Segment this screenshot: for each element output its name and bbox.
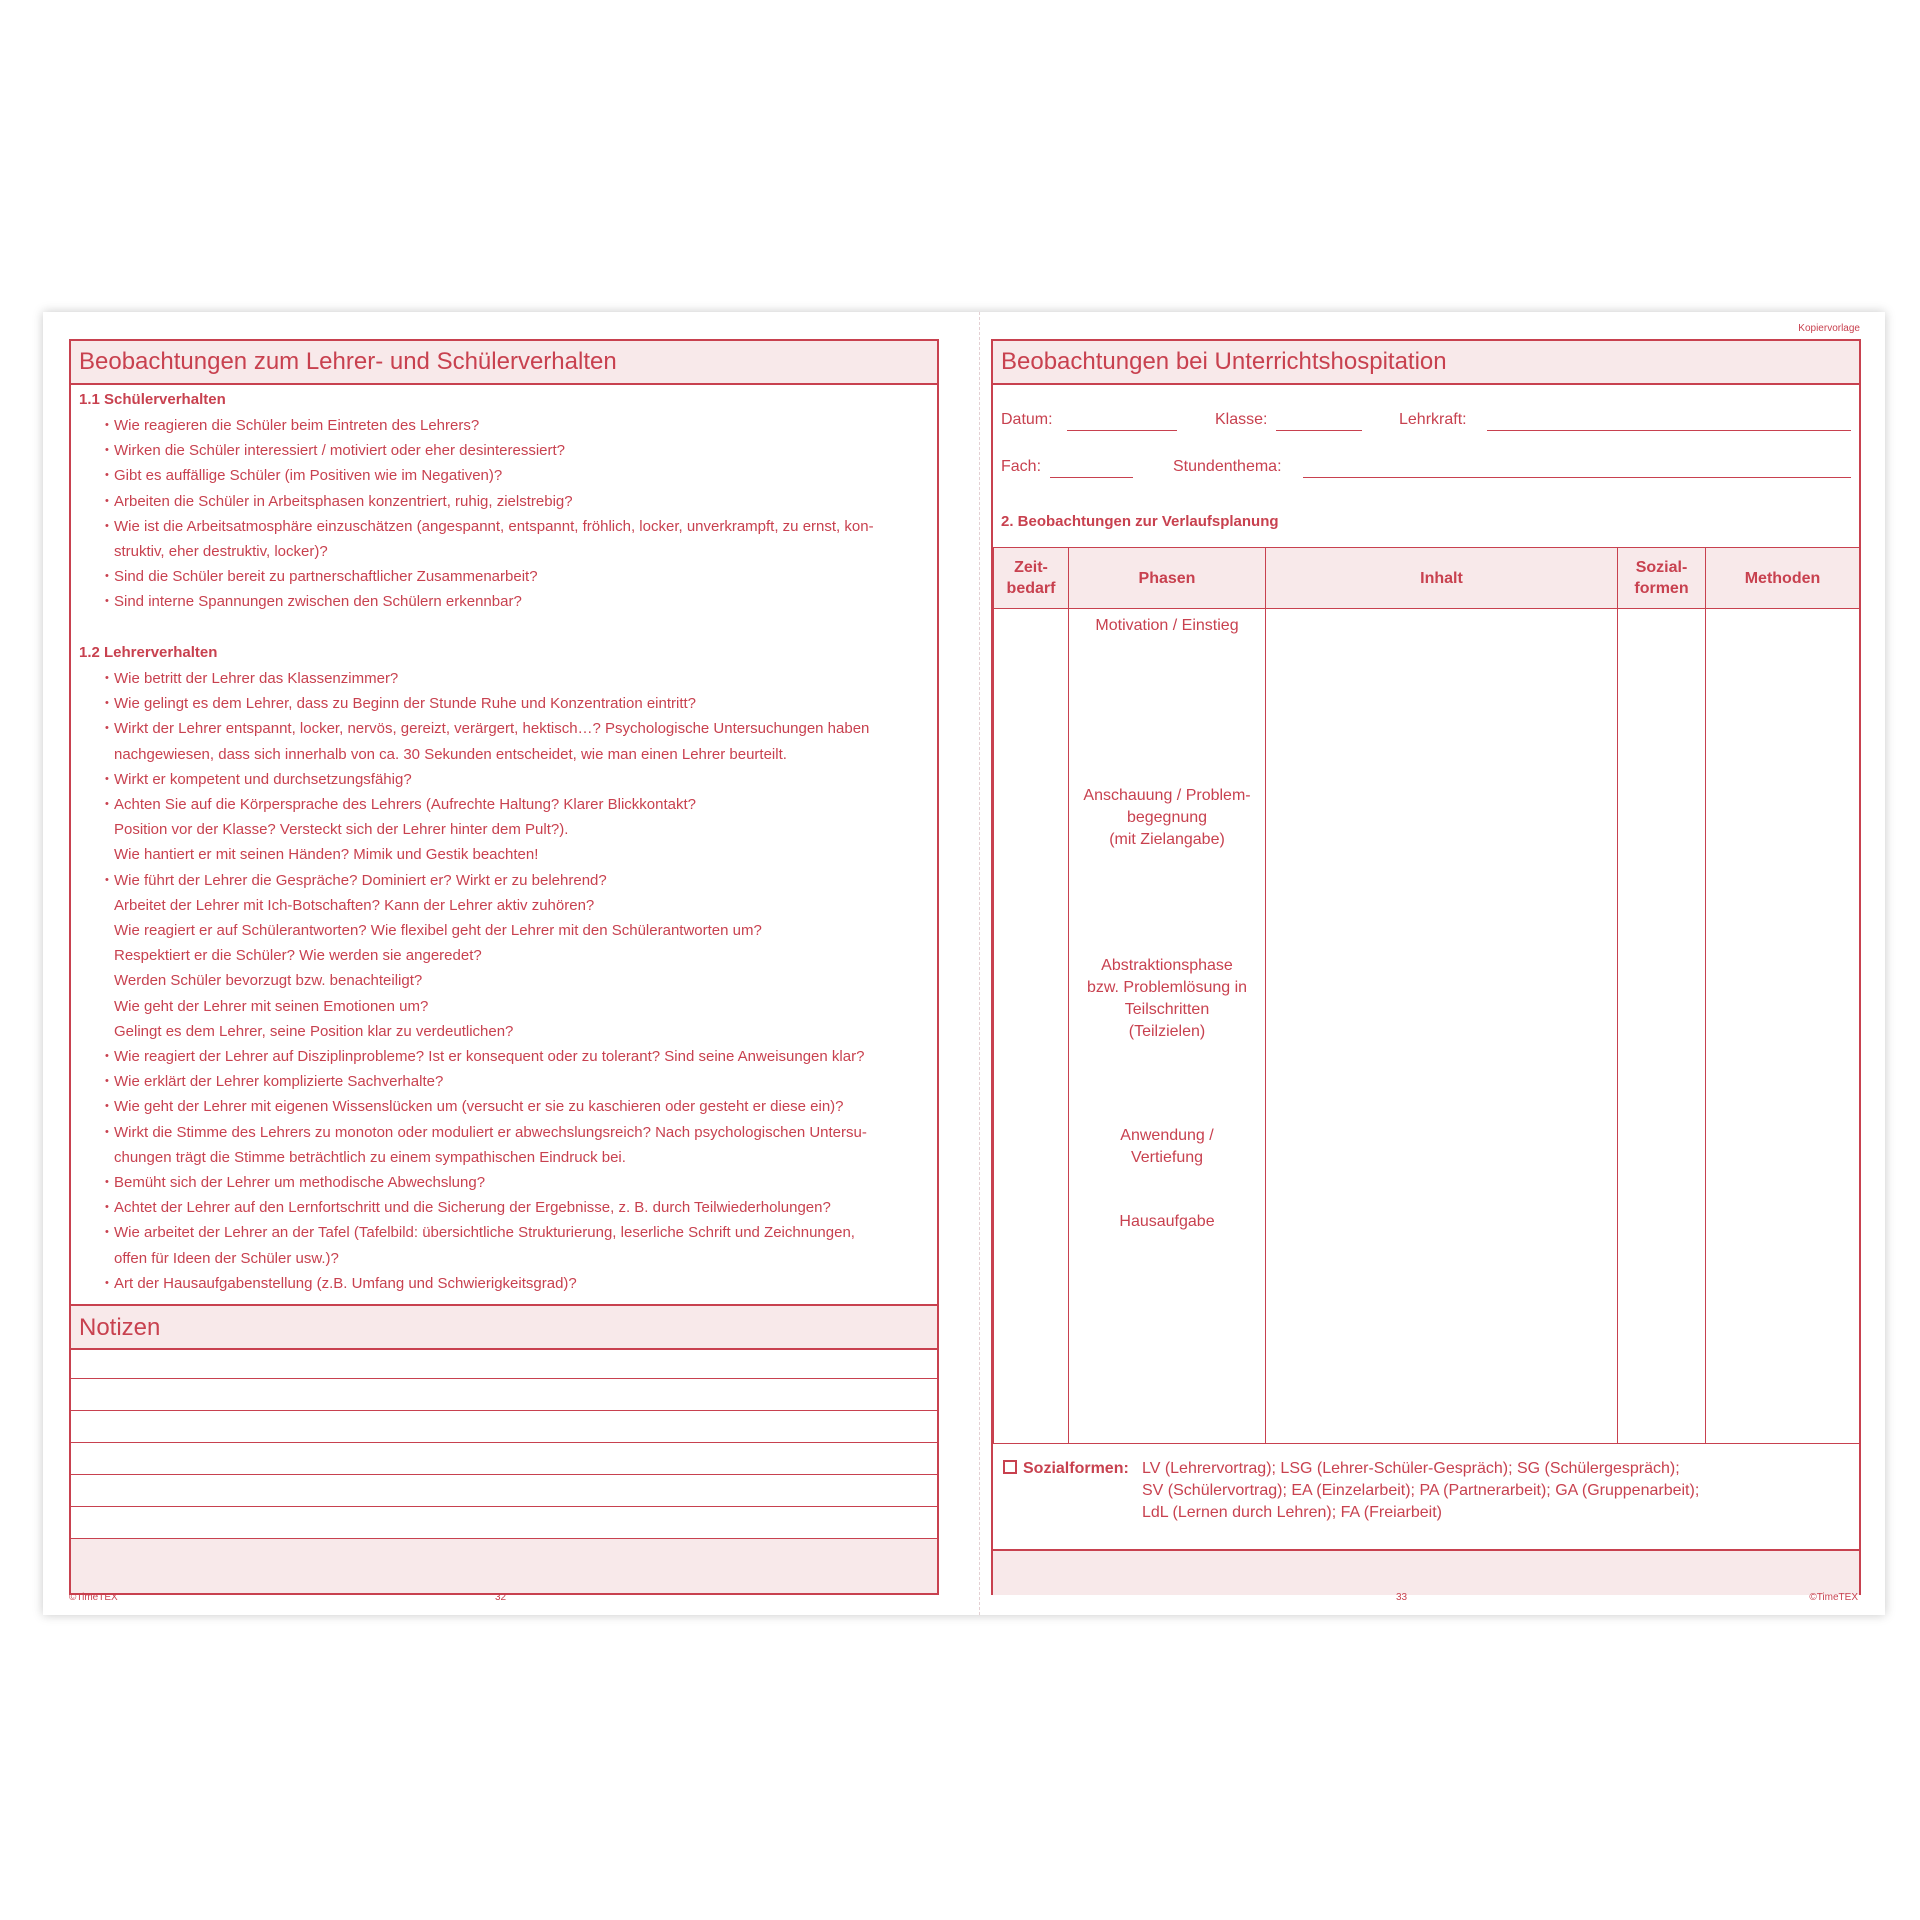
question-text: struktiv, eher destruktiv, locker)?	[114, 543, 328, 561]
sozialformen-line: LdL (Lernen durch Lehren); FA (Freiarbeit)	[1142, 1504, 1443, 1521]
question-item	[105, 1069, 927, 1094]
question-text: • Art der Hausaufgabenstellung (z.B. Umfang und Schwierigkeitsgrad)?	[114, 1274, 577, 1292]
question-text: Gelingt es dem Lehrer, seine Position klar zu verdeutlichen?	[114, 1022, 514, 1040]
phase-label	[1069, 615, 1265, 637]
column-header-sozialformen	[1618, 548, 1706, 609]
phase-label-line: Anschauung / Problem-	[1083, 787, 1251, 804]
question-item	[105, 1044, 927, 1069]
sozialformen-label: Sozialformen:	[1023, 1460, 1129, 1477]
question-item	[105, 868, 927, 1044]
question-item	[105, 767, 927, 792]
phase-label-line: (Teilzielen)	[1128, 1023, 1206, 1040]
notes-line	[71, 1474, 937, 1475]
stundenthema-field[interactable]	[1303, 477, 1851, 478]
column-header-phasen: Phasen	[1069, 548, 1266, 609]
verlaufsplanung-table	[993, 547, 1860, 1444]
question-item	[105, 792, 927, 868]
question-text: • Wie arbeitet der Lehrer an der Tafel (Tafelbild: übersichtliche Strukturierung, leserliche Schrift und Zeichnungen,	[114, 1224, 855, 1242]
question-text: • Bemüht sich der Lehrer um methodische Abwechslung?	[114, 1174, 486, 1192]
column-header-line: formen	[1634, 580, 1689, 597]
question-item	[105, 489, 927, 514]
question-item	[105, 589, 927, 614]
phase-label-line: (mit Zielangabe)	[1109, 831, 1225, 848]
column-header-zeitbedarf	[994, 548, 1069, 609]
question-item	[105, 1170, 927, 1195]
page-number: 33	[1396, 1592, 1408, 1603]
page-title: Beobachtungen zum Lehrer- und Schülerverhalten	[79, 348, 617, 375]
question-text: • Wirken die Schüler interessiert / motiviert oder eher desinteressiert?	[114, 442, 566, 460]
question-text: Arbeitet der Lehrer mit Ich-Botschaften? Kann der Lehrer aktiv zuhören?	[114, 896, 595, 914]
phase-label	[1069, 785, 1265, 851]
title-band	[71, 341, 937, 385]
phase-label-line: begegnung	[1126, 809, 1208, 826]
page-33	[964, 312, 1885, 1615]
sozialformen-legend	[1003, 1458, 1700, 1521]
question-text: • Sind interne Spannungen zwischen den Schülern erkennbar?	[114, 593, 522, 611]
column-header-methoden: Methoden	[1706, 548, 1860, 609]
phase-label-line: Anwendung /	[1120, 1127, 1214, 1144]
cell-methoden[interactable]	[1706, 609, 1860, 1444]
notes-title: Notizen	[79, 1314, 161, 1341]
column-header-inhalt: Inhalt	[1266, 548, 1618, 609]
fach-field[interactable]	[1050, 477, 1133, 478]
sozialformen-text	[1142, 1458, 1699, 1524]
phase-label	[1069, 1211, 1265, 1233]
question-text: • Arbeiten die Schüler in Arbeitsphasen konzentriert, ruhig, zielstrebig?	[114, 492, 573, 510]
question-text: • Achtet der Lehrer auf den Lernfortschritt und die Sicherung der Ergebnisse, z. B. durch Teilwiederholungen?	[114, 1199, 831, 1217]
question-text: offen für Ideen der Schüler usw.)?	[114, 1249, 339, 1267]
question-text: Werden Schüler bevorzugt bzw. benachteiligt?	[114, 972, 423, 990]
notes-band	[71, 1304, 937, 1350]
booklet-spread	[43, 312, 1885, 1615]
question-text: • Wie geht der Lehrer mit eigenen Wissenslücken um (versucht er sie zu kaschieren oder gesteht er diese ein)?	[114, 1098, 844, 1116]
question-text: • Wirkt die Stimme des Lehrers zu monoton oder moduliert er abwechslungsreich? Nach psychologischen Untersu-	[114, 1123, 867, 1141]
question-text: • Achten Sie auf die Körpersprache des Lehrers (Aufrechte Haltung? Klarer Blickkontakt?	[114, 796, 696, 814]
cell-zeitbedarf[interactable]	[994, 609, 1069, 1444]
question-text: • Wirkt der Lehrer entspannt, locker, nervös, gereizt, verärgert, hektisch…? Psychologische Untersuchungen haben	[114, 720, 870, 738]
lehrkraft-field[interactable]	[1487, 430, 1851, 431]
notes-bottom-band	[71, 1539, 937, 1593]
footer-copyright: ©TimeTEX	[1809, 1592, 1858, 1603]
notes-line	[71, 1410, 937, 1411]
question-text: • Wie erklärt der Lehrer komplizierte Sachverhalte?	[114, 1073, 444, 1091]
phase-label-line: bzw. Problemlösung in	[1086, 979, 1248, 996]
phase-label	[1069, 955, 1265, 1043]
question-text: • Wie reagiert der Lehrer auf Disziplinprobleme? Ist er konsequent oder zu tolerant? Sind seine Anweisungen klar?	[114, 1048, 865, 1066]
phase-label-line: Abstraktionsphase	[1101, 957, 1233, 974]
question-text: • Wie betritt der Lehrer das Klassenzimmer?	[114, 670, 399, 687]
section-heading-lehrerverhalten: 1.2 Lehrerverhalten	[79, 644, 218, 661]
column-header-line: Zeit-	[1014, 559, 1048, 576]
column-header-line: bedarf	[1006, 580, 1056, 597]
page-number: 32	[495, 1592, 507, 1603]
page-title: Beobachtungen bei Unterrichtshospitation	[1001, 348, 1447, 375]
question-text: • Wie ist die Arbeitsatmosphäre einzuschätzen (angespannt, entspannt, fröhlich, locker, unverkrampft, zu ernst, kon-	[114, 517, 874, 535]
question-text: • Wie führt der Lehrer die Gespräche? Dominiert er? Wirkt er zu belehrend?	[114, 871, 607, 889]
question-item	[105, 564, 927, 589]
observation-box-right	[991, 339, 1861, 1595]
question-text: • Wie reagieren die Schüler beim Eintreten des Lehrers?	[114, 417, 480, 434]
question-text: Wie reagiert er auf Schülerantworten? Wie flexibel geht der Lehrer mit den Schülerantworten um?	[114, 922, 762, 940]
datum-field[interactable]	[1067, 430, 1177, 431]
section-heading-schuelerverhalten: 1.1 Schülerverhalten	[79, 391, 226, 408]
stundenthema-label: Stundenthema:	[1173, 458, 1282, 475]
question-item	[105, 1271, 927, 1296]
question-item	[105, 666, 927, 691]
notes-line	[71, 1378, 937, 1379]
question-text: • Wie gelingt es dem Lehrer, dass zu Beginn der Stunde Ruhe und Konzentration eintritt?	[114, 695, 697, 713]
phase-label-line: Vertiefung	[1130, 1149, 1204, 1166]
question-item	[105, 1195, 927, 1220]
page-32	[43, 312, 964, 1615]
klasse-label: Klasse:	[1215, 411, 1268, 428]
notes-line	[71, 1506, 937, 1507]
question-text: Respektiert er die Schüler? Wie werden sie angeredet?	[114, 947, 482, 965]
klasse-field[interactable]	[1276, 430, 1362, 431]
question-text: nachgewiesen, dass sich innerhalb von ca. 30 Sekunden entscheidet, wie man einen Lehrer beurteilt.	[114, 745, 787, 763]
section-heading-verlaufsplanung: 2. Beobachtungen zur Verlaufsplanung	[1001, 513, 1279, 530]
footer-copyright: ©TimeTEX	[69, 1592, 118, 1603]
cell-phasen	[1069, 609, 1266, 1444]
phase-label-line: Hausaufgabe	[1119, 1213, 1215, 1230]
question-item	[105, 716, 927, 766]
observation-box-left	[69, 339, 939, 1595]
column-header-line: Sozial-	[1635, 559, 1688, 576]
question-item	[105, 514, 927, 564]
question-text: Position vor der Klasse? Versteckt sich der Lehrer hinter dem Pult?).	[114, 821, 569, 839]
question-item	[105, 463, 927, 488]
question-text: • Gibt es auffällige Schüler (im Positiven wie im Negativen)?	[114, 467, 503, 485]
question-text: • Sind die Schüler bereit zu partnerschaftlicher Zusammenarbeit?	[114, 568, 538, 586]
cell-sozialformen[interactable]	[1618, 609, 1706, 1444]
notes-line	[71, 1442, 937, 1443]
kopiervorlage-label: Kopiervorlage	[1798, 323, 1860, 334]
question-item	[105, 413, 927, 438]
question-text: • Wirkt er kompetent und durchsetzungsfähig?	[114, 770, 412, 788]
checkbox-icon	[1003, 1460, 1017, 1474]
question-text: Wie hantiert er mit seinen Händen? Mimik und Gestik beachten!	[114, 846, 539, 864]
lehrkraft-label: Lehrkraft:	[1399, 411, 1467, 428]
question-item	[105, 1220, 927, 1270]
question-item	[105, 1094, 927, 1119]
sozialformen-line: LV (Lehrervortrag); LSG (Lehrer-Schüler-Gespräch); SG (Schülergespräch);	[1142, 1460, 1680, 1477]
phase-label	[1069, 1125, 1265, 1169]
phase-label-line: Motivation / Einstieg	[1095, 617, 1239, 634]
fach-label: Fach:	[1001, 458, 1042, 475]
question-item	[105, 691, 927, 716]
sozialformen-line: SV (Schülervortrag); EA (Einzelarbeit); PA (Partnerarbeit); GA (Gruppenarbeit);	[1142, 1482, 1700, 1499]
question-list-schueler	[105, 413, 927, 615]
question-text: chungen trägt die Stimme beträchtlich zu einem sympathischen Eindruck bei.	[114, 1148, 626, 1166]
cell-inhalt[interactable]	[1266, 609, 1618, 1444]
question-item	[105, 1120, 927, 1170]
question-item	[105, 438, 927, 463]
notes-area[interactable]	[71, 1348, 937, 1593]
title-band	[993, 341, 1859, 385]
question-text: Wie geht der Lehrer mit seinen Emotionen um?	[114, 997, 429, 1015]
datum-label: Datum:	[1001, 411, 1053, 428]
phase-label-line: Teilschritten	[1124, 1001, 1210, 1018]
question-list-lehrer	[105, 666, 927, 1296]
bottom-band	[993, 1549, 1859, 1595]
